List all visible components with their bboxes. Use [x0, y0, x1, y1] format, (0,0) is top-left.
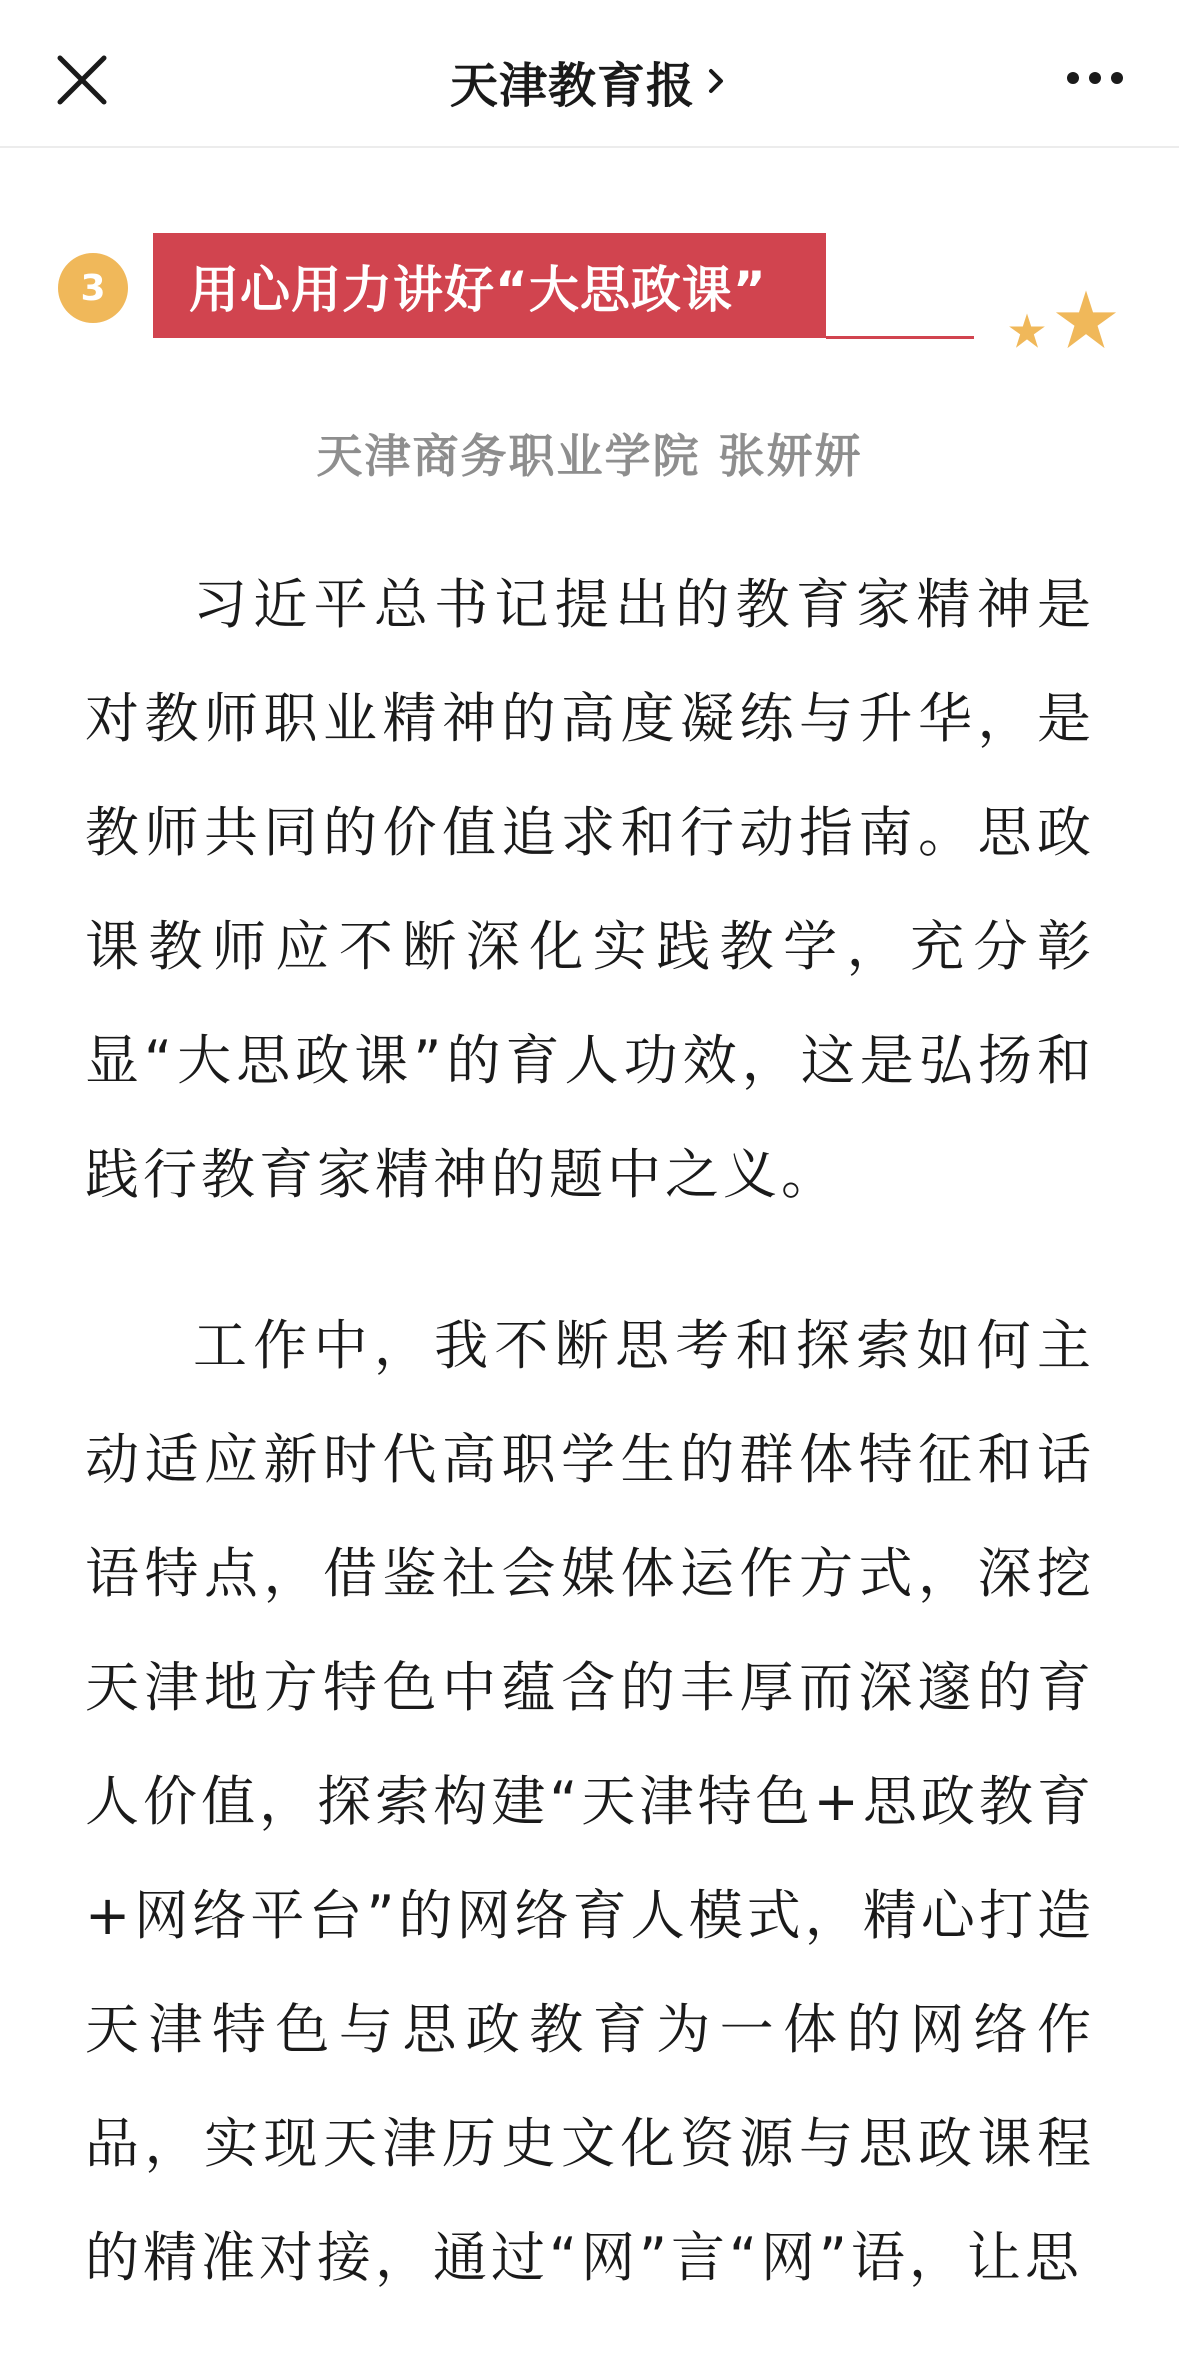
more-horizontal-icon[interactable]	[1063, 58, 1127, 98]
top-nav-bar	[0, 0, 1179, 148]
section-title: 用心用力讲好“大思政课”	[189, 260, 767, 319]
section-banner	[153, 233, 826, 338]
account-title-link[interactable]	[0, 46, 1179, 116]
chevron-right-icon	[705, 61, 729, 101]
article-paragraph: 习近平总书记提出的教育家精神是对教师职业精神的高度凝练与升华，是教师共同的价值追求和行动指南。思政课教师应不断深化实践教学，充分彰显“大思政课”的育人功效，这是弘扬和践行教育家精神的题中之义。	[85, 573, 1095, 1206]
star-icon	[1008, 312, 1046, 350]
article-paragraph: 工作中，我不断思考和探索如何主动适应新时代高职学生的群体特征和话语特点，借鉴社会媒体运作方式，深挖天津地方特色中蕴含的丰厚而深邃的育人价值，探索构建“天津特色+思政教育+网络平台”的网络育人模式，精心打造天津特色与思政教育为一体的网络作品，实现天津历史文化资源与思政课程的精准对接，通过“网”言“网”语，让思	[85, 1314, 1095, 2289]
article-body	[85, 548, 1095, 2372]
star-icon	[1054, 288, 1118, 352]
account-title: 天津教育报	[449, 57, 695, 114]
author-byline: 天津商务职业学院 张妍妍	[316, 429, 863, 483]
section-underline	[826, 336, 974, 339]
section-number-badge: 3	[58, 253, 128, 323]
